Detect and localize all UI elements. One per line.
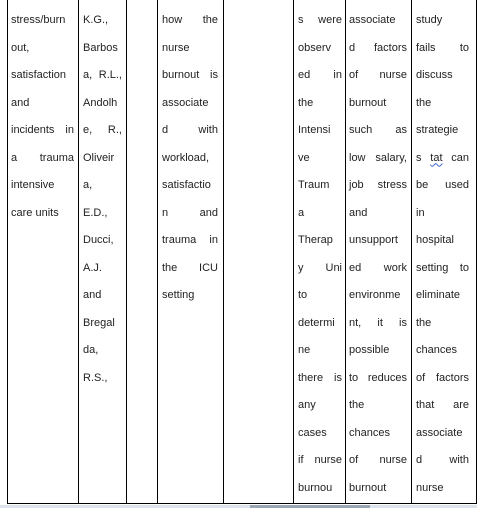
cell-column-8	[416, 7, 469, 502]
cell-line: if nurse	[298, 454, 342, 466]
cell-line: cases	[298, 426, 327, 439]
cell-line: of nurse	[349, 69, 407, 81]
cell-line: ve	[298, 151, 310, 164]
cell-line: A.J.	[83, 261, 102, 274]
cell-line: da,	[83, 344, 99, 356]
cell-line: y Uni	[298, 261, 342, 274]
cell-line: Ducci,	[83, 234, 114, 246]
cell-line: Traum	[298, 179, 330, 191]
cell-line: the	[416, 316, 432, 329]
cell-line: of factors	[416, 371, 469, 384]
column-divider	[126, 0, 127, 504]
cell-line: the	[416, 96, 432, 109]
cell-line: Therap	[298, 234, 333, 246]
cell-line: a, R.L.,	[83, 69, 122, 81]
cell-line: there is	[298, 371, 342, 384]
cell-line: discuss	[416, 69, 453, 81]
cell-line: study	[416, 14, 443, 26]
column-divider	[345, 0, 346, 504]
cell-line: ed work	[349, 261, 407, 274]
cell-line: K.G.,	[83, 14, 109, 26]
cell-line: a	[298, 206, 305, 219]
cell-line: setting	[162, 289, 195, 301]
column-divider	[157, 0, 158, 504]
cell-line: a,	[83, 179, 93, 191]
cell-line: fails to	[416, 41, 469, 54]
cell-line: chances	[349, 426, 390, 439]
cell-line: be used	[416, 179, 469, 191]
cell-line: any	[298, 399, 316, 411]
cell-line: intensive	[11, 179, 55, 191]
cell-line: e, R.,	[83, 124, 122, 136]
cell-line: the	[298, 96, 314, 109]
cell-line: determi	[298, 316, 335, 329]
cell-line: setting to	[416, 261, 469, 274]
cell-line: Bregal	[83, 316, 115, 329]
cell-line: d with	[416, 454, 469, 466]
cell-line: associate	[162, 96, 209, 109]
column-divider	[411, 0, 412, 504]
cell-line: and	[83, 289, 102, 301]
cell-line: hospital	[416, 234, 454, 246]
cell-line: to	[298, 289, 308, 301]
cell-line: nt, it is	[349, 316, 407, 329]
cell-line: burnout	[349, 481, 387, 494]
cell-line: such as	[349, 124, 407, 136]
cell-line: nurse	[162, 41, 190, 54]
cell-line: trauma in	[162, 234, 218, 246]
cell-line: care units	[11, 206, 59, 219]
column-divider	[78, 0, 79, 504]
cell-line: unsupport	[349, 234, 398, 246]
cell-line: ed in	[298, 69, 342, 81]
cell-line: the ICU	[162, 261, 218, 274]
cell-column-2	[83, 7, 122, 392]
cell-line: E.D.,	[83, 206, 108, 219]
cell-column-6	[298, 7, 342, 502]
cell-line: s were	[298, 14, 342, 26]
cell-column-7	[349, 7, 407, 502]
cell-line: n and	[162, 206, 218, 219]
cell-line: low salary,	[349, 151, 407, 164]
cell-line: of nurse	[349, 454, 407, 466]
cell-line: chances	[416, 344, 457, 356]
cell-column-4	[162, 7, 218, 310]
cell-line: Intensi	[298, 124, 331, 136]
cell-line: the	[349, 399, 365, 411]
cell-line: possible	[349, 344, 390, 356]
table-border-left	[7, 0, 8, 504]
cell-line: burnout	[349, 96, 387, 109]
cell-line: R.S.,	[83, 371, 108, 384]
cell-line: burnou	[298, 481, 333, 494]
cell-line: and	[349, 206, 368, 219]
cell-line: in	[416, 206, 425, 219]
cell-line: eliminate	[416, 289, 461, 301]
cell-line: ne	[298, 344, 311, 356]
cell-line: observ	[298, 41, 332, 54]
cell-line: a trauma	[11, 151, 74, 164]
cell-line: strategie	[416, 124, 459, 136]
cell-line: that are	[416, 399, 469, 411]
cell-line: workload,	[162, 151, 210, 164]
cell-line: satisfactio	[162, 179, 211, 191]
cell-line: job stress	[349, 179, 407, 191]
column-divider	[293, 0, 294, 504]
cell-line: how the	[162, 14, 218, 26]
cell-line: stress/burn	[11, 14, 66, 26]
cell-line: Oliveir	[83, 151, 115, 164]
cell-line: d with	[162, 124, 218, 136]
cell-line: associate	[349, 14, 396, 26]
cell-column-1	[11, 7, 74, 227]
cell-line: burnout is	[162, 69, 218, 81]
cell-line: Barbos	[83, 41, 118, 54]
table-border-bottom	[7, 503, 477, 504]
cell-line: and	[11, 96, 30, 109]
cell-line: d factors	[349, 41, 407, 54]
cell-line: nurse	[416, 481, 444, 494]
cell-line: s tat can	[416, 151, 469, 164]
column-divider	[223, 0, 224, 504]
cell-line: associate	[416, 426, 463, 439]
cell-line: out,	[11, 41, 30, 54]
cell-line: incidents in	[11, 124, 74, 136]
cell-line: to reduces	[349, 371, 407, 384]
cell-line: satisfaction	[11, 69, 67, 81]
cell-line: Andolh	[83, 96, 118, 109]
cell-line: environme	[349, 289, 401, 301]
